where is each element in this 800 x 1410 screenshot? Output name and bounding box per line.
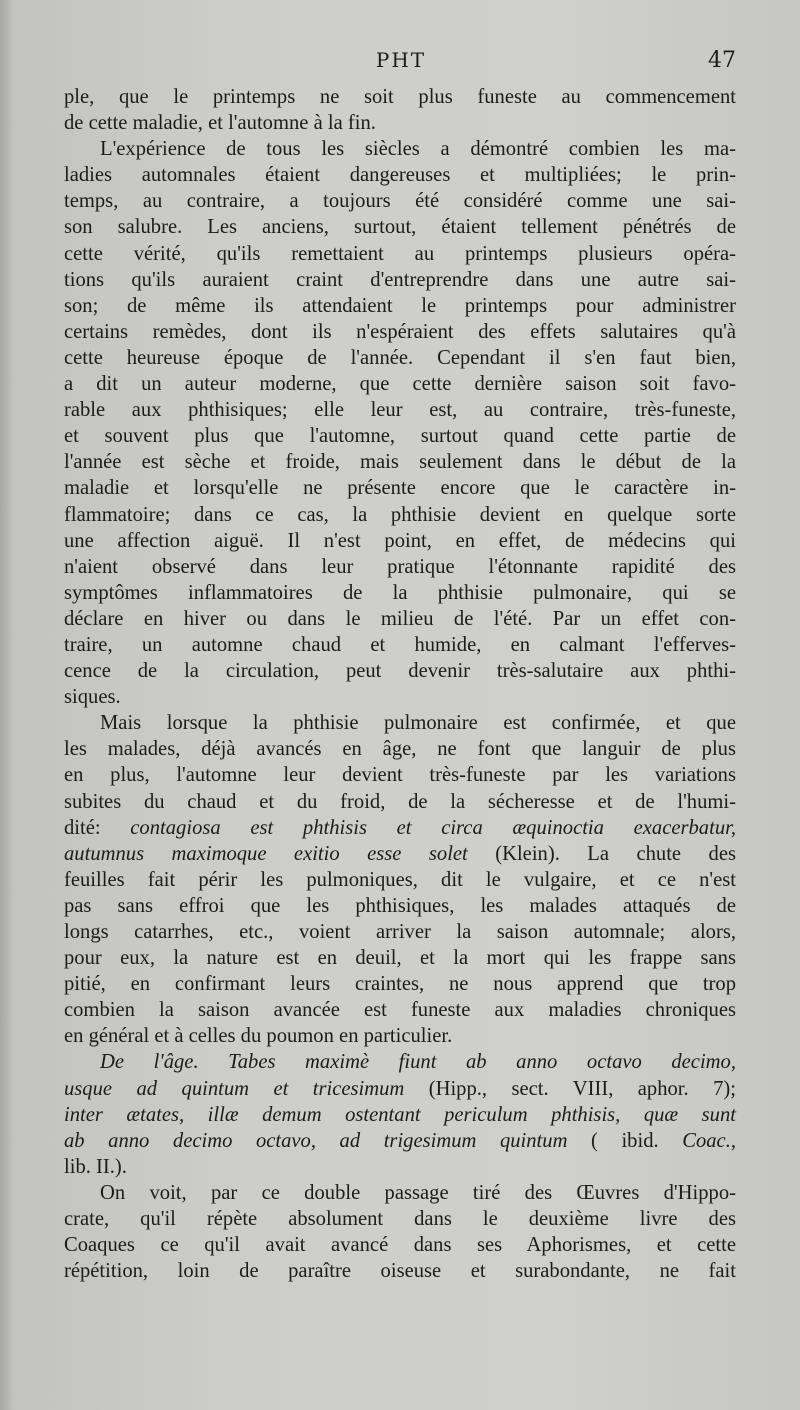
text-line: longs catarrhes, etc., voient arriver la saison automnale; alors, xyxy=(64,921,736,943)
latin-quotation-line: inter ætates, illæ demum ostentant periculum phthisis, quæ sunt xyxy=(64,1103,736,1126)
latin-quotation: contagiosa est phthisis et circa æquinoctia exacerbatur, xyxy=(130,816,736,839)
citation: (Hipp., sect. VIII, aphor. 7); xyxy=(428,1077,736,1100)
text-line: ladies automnales étaient dangereuses et multipliées; le prin- xyxy=(64,164,736,187)
text-line: cence de la circulation, peut devenir très-salutaire aux phthi- xyxy=(64,660,736,683)
text-line xyxy=(64,815,736,841)
latin-quotation: usque ad quintum et tricesimum xyxy=(64,1077,405,1100)
text-line: L'expérience de tous les siècles a démontré combien les ma- xyxy=(100,138,736,161)
page-gutter-shadow xyxy=(0,0,14,1410)
text-line: les malades, déjà avancés en âge, ne font que languir de plus xyxy=(64,738,736,761)
text-line: Coaques ce qu'il avait avancé dans ses Aphorismes, et cette xyxy=(64,1234,736,1257)
text-line: combien la saison avancée est funeste aux maladies chroniques xyxy=(64,999,736,1022)
section-heading-line: De l'âge. Tabes maximè fiunt ab anno octavo decimo, xyxy=(100,1051,736,1074)
text-line: maladie et lorsqu'elle ne présente encore que le caractère in- xyxy=(64,477,736,500)
text-line: cette heureuse époque de l'année. Cependant il s'en faut bien, xyxy=(64,346,736,369)
text-line: a dit un auteur moderne, que cette dernière saison soit favo- xyxy=(64,373,736,396)
text-line: pas sans effroi que les phthisiques, les malades attaqués de xyxy=(64,894,736,917)
text-line: n'aient observé dans leur pratique l'étonnante rapidité des xyxy=(64,555,736,578)
text-line: son; de même ils attendaient le printemps pour administrer xyxy=(64,294,736,317)
text-line xyxy=(64,841,736,867)
text-line: son salubre. Les anciens, surtout, étaient tellement pénétrés de xyxy=(64,216,736,239)
text-line: certains remèdes, dont ils n'espéraient des effets salutaires qu'à xyxy=(64,320,736,343)
page-header xyxy=(66,48,736,82)
text-line: On voit, par ce double passage tiré des Œuvres d'Hippo- xyxy=(100,1181,736,1204)
text-line: feuilles fait périr les pulmoniques, dit le vulgaire, et ce n'est xyxy=(64,868,736,891)
text-line: pour eux, la nature est en deuil, et la mort qui les frappe sans xyxy=(64,947,736,970)
latin-quotation: autumnus maximoque exitio esse solet xyxy=(64,842,468,865)
text-line: symptômes inflammatoires de la phthisie pulmonaire, qui se xyxy=(64,581,736,604)
text-line: pitié, en confirmant leurs craintes, ne nous apprend que trop xyxy=(64,973,736,996)
citation-title: Coac. xyxy=(682,1129,731,1152)
running-head: PHT xyxy=(375,48,427,72)
text-line: l'année est sèche et froide, mais seulement dans le début de la xyxy=(64,451,736,474)
text-line: ple, que le printemps ne soit plus funeste au commencement xyxy=(64,86,736,108)
text-line: flammatoire; dans ce cas, la phthisie devient en quelque sorte xyxy=(64,503,736,526)
text-line: Mais lorsque la phthisie pulmonaire est confirmée, et que xyxy=(100,712,736,735)
text-line: traire, un automne chaud et humide, en calmant l'efferves- xyxy=(64,633,736,656)
text-line: et souvent plus que l'automne, surtout quand cette partie de xyxy=(64,425,736,448)
citation: ( ibid. xyxy=(591,1129,659,1152)
text-line: en général et à celles du poumon en particulier. xyxy=(64,1025,453,1048)
text-line: siques. xyxy=(64,686,121,709)
text-line xyxy=(64,1128,736,1154)
punctuation: , xyxy=(730,1129,736,1152)
page-number: 47 xyxy=(708,48,736,73)
text-line: déclare en hiver ou dans le milieu de l'été. Par un effet con- xyxy=(64,607,736,630)
text-line: crate, qu'il répète absolument dans le deuxième livre des xyxy=(64,1208,736,1231)
text-line: lib. II.). xyxy=(64,1155,127,1178)
text-line: subites du chaud et du froid, de la sécheresse et de l'humi- xyxy=(64,790,736,813)
text-line: une affection aiguë. Il n'est point, en effet, de médecins qui xyxy=(64,529,736,552)
text-line: temps, au contraire, a toujours été considéré comme une sai- xyxy=(64,190,736,213)
text-run: dité: xyxy=(64,816,101,839)
body-text xyxy=(64,84,736,1284)
latin-quotation: ab anno decimo octavo, ad trigesimum quintum xyxy=(64,1129,568,1152)
text-line: en plus, l'automne leur devient très-funeste par les variations xyxy=(64,764,736,787)
text-line: cette vérité, qu'ils remettaient au printemps plusieurs opéra- xyxy=(64,242,736,265)
text-line: rable aux phthisiques; elle leur est, au contraire, très-funeste, xyxy=(64,399,736,422)
text-line: tions qu'ils auraient craint d'entreprendre dans une autre sai- xyxy=(64,268,736,291)
text-line: de cette maladie, et l'automne à la fin. xyxy=(64,112,376,135)
text-line xyxy=(64,1076,736,1102)
citation: (Klein). La chute des xyxy=(495,842,736,865)
text-line: répétition, loin de paraître oiseuse et surabondante, ne fait xyxy=(64,1260,736,1283)
